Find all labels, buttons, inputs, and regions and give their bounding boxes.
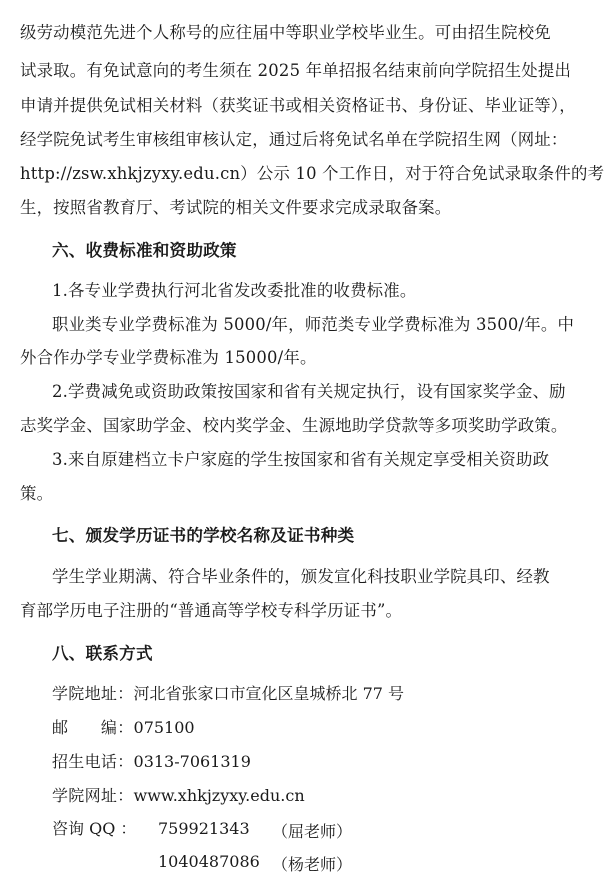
qq-number: 1040487086 — [158, 852, 260, 871]
phone-label: 招生电话： — [52, 752, 134, 771]
paragraph-line: 经学院免试考生审核组审核认定，通过后将免试名单在学院招生网（网址： — [20, 130, 568, 149]
postcode-value: 075100 — [133, 718, 195, 737]
certificate-line: 学生学业期满、符合毕业条件的，颁发宣化科技职业学院具印、经教 — [52, 567, 550, 586]
contact-address — [52, 684, 404, 704]
address-label: 学院地址： — [52, 684, 134, 703]
contact-postcode — [52, 718, 195, 738]
fee-item-3-cont: 策。 — [20, 484, 54, 503]
website-value[interactable]: www.xhkjzyxy.edu.cn — [133, 786, 305, 805]
address-value: 河北省张家口市宣化区皇城桥北 77 号 — [133, 684, 405, 703]
fee-standard-line: 职业类专业学费标准为 5000/年，师范类专业学费标准为 3500/年。中 — [52, 315, 575, 334]
section-heading-fees: 六、收费标准和资助政策 — [52, 240, 237, 260]
certificate-line: 育部学历电子注册的“普通高等学校专科学历证书”。 — [20, 601, 403, 620]
paragraph-line: 申请并提供免试相关材料（获奖证书或相关资格证书、身份证、毕业证等）， — [20, 96, 576, 115]
fee-item-2: 2.学费减免或资助政策按国家和省有关规定执行，设有国家奖学金、励 — [52, 382, 566, 401]
contact-website — [52, 786, 305, 806]
paragraph-line: 试录取。有免试意向的考生须在 2025 年单招报名结束前向学院招生处提出 — [20, 61, 572, 80]
website-label: 学院网址： — [52, 786, 134, 805]
fee-item-3: 3.来自原建档立卡户家庭的学生按国家和省有关规定享受相关资助政 — [52, 450, 550, 469]
section-heading-contact: 八、联系方式 — [52, 643, 153, 663]
qq-teacher: （杨老师） — [272, 855, 353, 874]
fee-item-1: 1.各专业学费执行河北省发改委批准的收费标准。 — [52, 281, 417, 300]
postcode-label: 邮 编： — [52, 718, 134, 737]
paragraph-line: 级劳动模范先进个人称号的应往届中等职业学校毕业生。可由招生院校免 — [20, 23, 551, 42]
qq-number: 759921343 — [158, 819, 250, 838]
paragraph-line: http://zsw.xhkjzyxy.edu.cn）公示 10 个工作日，对于符合免试录取条件的考 — [20, 164, 605, 183]
paragraph-line: 生，按照省教育厅、考试院的相关文件要求完成录取备案。 — [20, 198, 452, 217]
section-heading-certificate: 七、颁发学历证书的学校名称及证书种类 — [52, 525, 355, 545]
qq-teacher: （屈老师） — [272, 822, 353, 841]
contact-qq-label: 咨询 QQ ： — [52, 819, 137, 838]
contact-phone — [52, 752, 251, 772]
fee-standard-line: 外合作办学专业学费标准为 15000/年。 — [20, 348, 317, 367]
phone-value: 0313-7061319 — [133, 752, 251, 771]
fee-item-2-cont: 志奖学金、国家助学金、校内奖学金、生源地助学贷款等多项奖助学政策。 — [20, 416, 568, 435]
